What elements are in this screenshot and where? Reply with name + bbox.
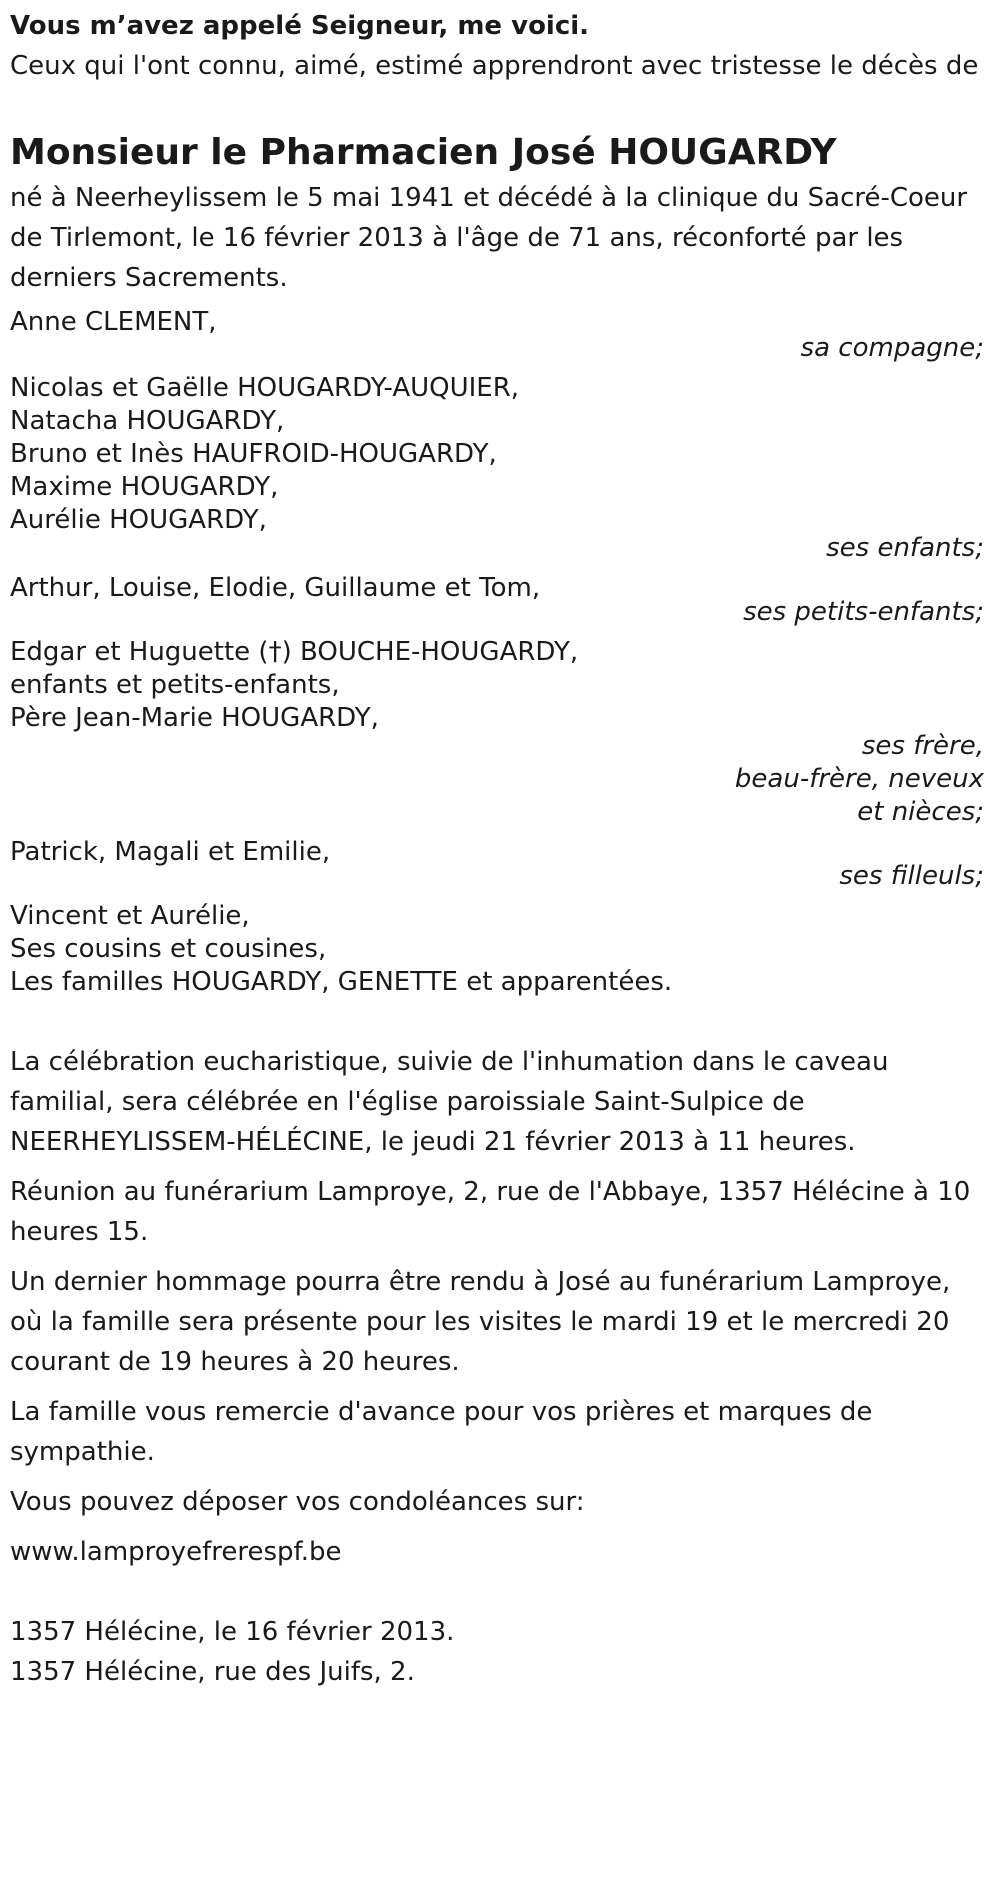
family-member: Les familles HOUGARDY, GENETTE et apparentées. <box>10 967 673 997</box>
family-member: Natacha HOUGARDY, <box>10 406 285 436</box>
deceased-name: Monsieur le Pharmacien José HOUGARDY <box>10 132 837 173</box>
family-member: Nicolas et Gaëlle HOUGARDY-AUQUIER, <box>10 373 520 403</box>
contact-address: 1357 Hélécine, rue des Juifs, 2. <box>10 1657 415 1687</box>
family-member: Père Jean-Marie HOUGARDY, <box>10 703 379 733</box>
family-role: ses frère, <box>861 731 984 761</box>
family-member: Ses cousins et cousines, <box>10 934 327 964</box>
family-group <box>10 302 990 368</box>
family-group <box>10 632 990 832</box>
family-list <box>10 302 990 1002</box>
family-group <box>10 896 990 1002</box>
condolences-label: Vous pouvez déposer vos condoléances sur: <box>10 1487 585 1517</box>
family-member: Anne CLEMENT, <box>10 307 217 337</box>
family-role: ses enfants; <box>826 533 984 563</box>
family-member: Maxime HOUGARDY, <box>10 472 279 502</box>
family-member: enfants et petits-enfants, <box>10 670 340 700</box>
family-member: Aurélie HOUGARDY, <box>10 505 267 535</box>
intro-text: Ceux qui l'ont connu, aimé, estimé apprendront avec tristesse le décès de <box>10 51 979 81</box>
family-role: ses petits-enfants; <box>743 597 984 627</box>
birth-death-text: né à Neerheylissem le 5 mai 1941 et décédé à la clinique du Sacré-Coeur de Tirlemont, le 16 février 2013 à l'âge de 71 ans, réconforté par les derniers Sacrements. <box>10 183 968 293</box>
tribute-text: Un dernier hommage pourra être rendu à José au funérarium Lamproye, où la famille sera présente pour les visites le mardi 19 et le mercredi 20 courant de 19 heures à 20 heures. <box>10 1267 951 1377</box>
place-date: 1357 Hélécine, le 16 février 2013. <box>10 1617 455 1647</box>
family-role: et nièces; <box>857 797 984 827</box>
family-member: Bruno et Inès HAUFROID-HOUGARDY, <box>10 439 497 469</box>
family-group <box>10 568 990 632</box>
family-role: sa compagne; <box>800 333 984 363</box>
thanks-text: La famille vous remercie d'avance pour vos prières et marques de sympathie. <box>10 1397 873 1467</box>
family-role: ses filleuls; <box>839 861 984 891</box>
family-member: Vincent et Aurélie, <box>10 901 250 931</box>
meeting-text: Réunion au funérarium Lamproye, 2, rue de l'Abbaye, 1357 Hélécine à 10 heures 15. <box>10 1177 971 1247</box>
family-role: beau-frère, neveux <box>734 764 984 794</box>
family-member: Edgar et Huguette (†) BOUCHE-HOUGARDY, <box>10 637 579 667</box>
condolences-link[interactable]: www.lamproyefrerespf.be <box>10 1537 342 1567</box>
family-member: Patrick, Magali et Emilie, <box>10 837 331 867</box>
family-member: Arthur, Louise, Elodie, Guillaume et Tom, <box>10 573 541 603</box>
family-group <box>10 368 990 568</box>
family-group <box>10 832 990 896</box>
opening-verse: Vous m’avez appelé Seigneur, me voici. <box>10 11 590 41</box>
ceremony-text: La célébration eucharistique, suivie de l'inhumation dans le caveau familial, sera célébrée en l'église paroissiale Saint-Sulpice de NEERHEYLISSEM-HÉLÉCINE, le jeudi 21 février 2013 à 11 heures. <box>10 1047 889 1157</box>
